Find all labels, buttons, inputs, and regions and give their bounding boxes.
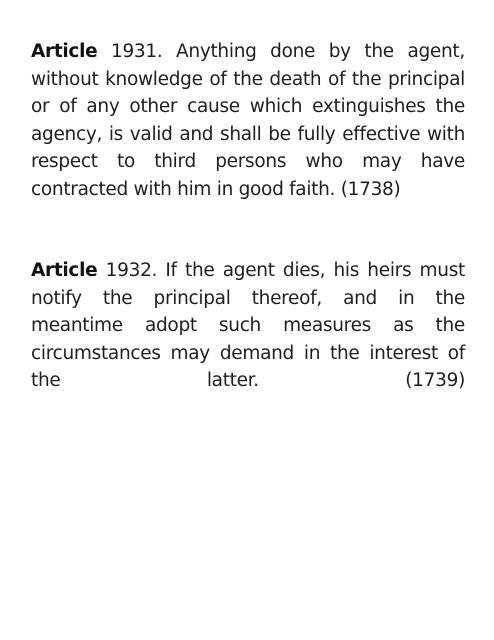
article-1932: [31, 257, 465, 395]
article-text: Anything done by the agent, without knowledge of the death of the principal or of any other cause which extinguishes the agency, is valid and shall be fully effective with respect to third persons who may have contracted with him in good faith. (1738): [31, 41, 465, 200]
article-label: Article: [31, 41, 98, 62]
article-label: Article: [31, 260, 98, 281]
article-1931: [31, 38, 465, 203]
article-number: 1931.: [110, 41, 163, 62]
article-text: If the agent dies, his heirs must notify the principal thereof, and in the meantime adopt such measures as the circumstances may demand in the interest of the latter. (1739): [31, 260, 465, 391]
article-number: 1932.: [105, 260, 158, 281]
